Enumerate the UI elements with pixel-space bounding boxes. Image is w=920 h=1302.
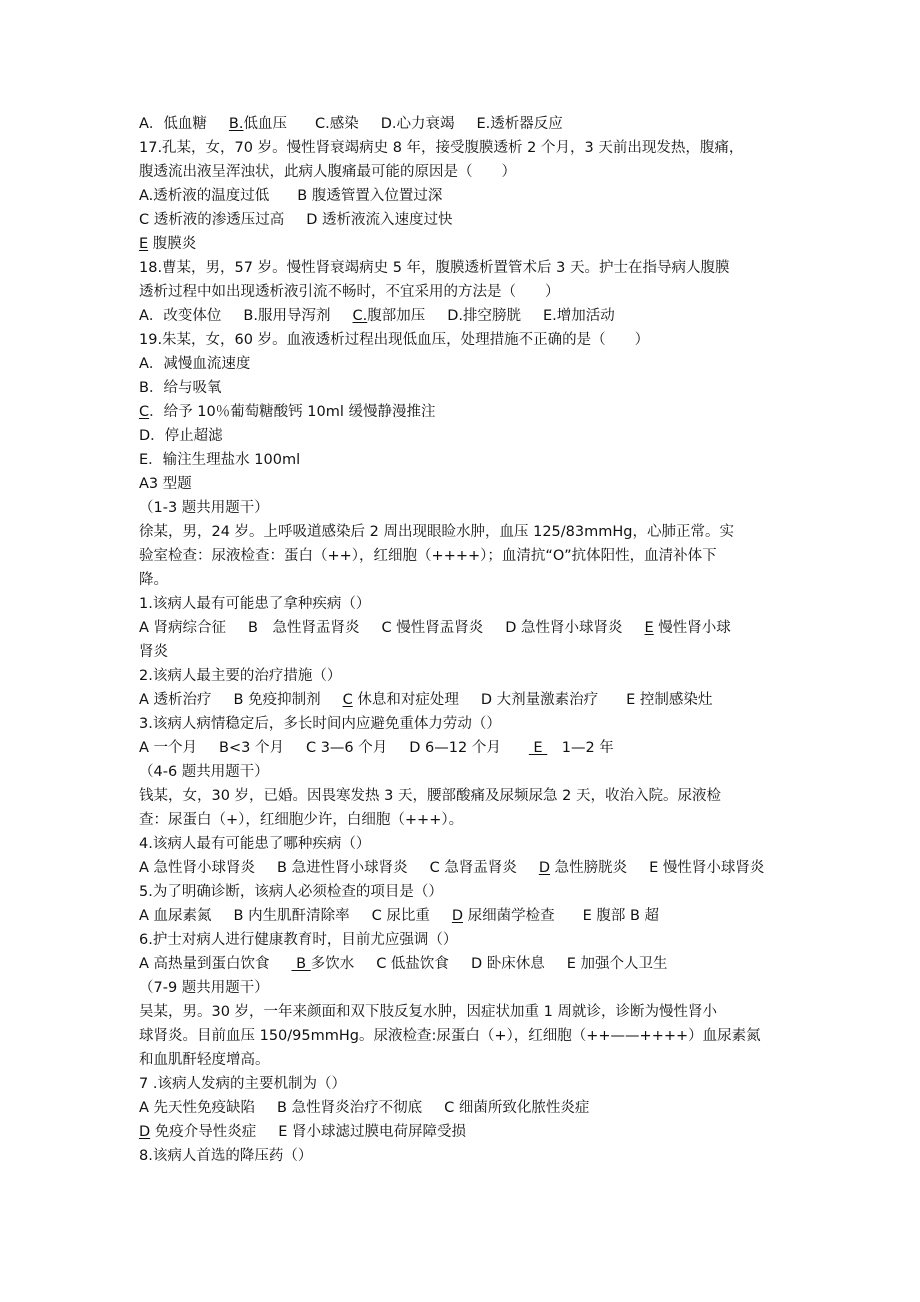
text-run: B 急性肾炎治疗不彻底 [277, 1100, 423, 1116]
text-line [139, 568, 789, 592]
text-run: 腹透流出液呈浑浊状，此病人腹痛最可能的原因是（ ） [139, 164, 516, 180]
text-line [139, 976, 789, 1000]
text-line [139, 208, 789, 232]
underlined-answer-mark: D [139, 1124, 151, 1140]
text-run: 肾炎 [139, 644, 168, 660]
text-run: 8.该病人首选的降压药（） [139, 1148, 313, 1164]
text-line [139, 520, 789, 544]
text-run: 4.该病人最有可能患了哪种疾病（） [139, 836, 371, 852]
text-run: C 尿比重 [371, 908, 430, 924]
text-run: 2.该病人最主要的治疗措施（） [139, 668, 342, 684]
text-run: A 急性肾小球肾炎 [139, 860, 256, 876]
text-run: 休息和对症处理 [352, 692, 459, 708]
text-line [139, 856, 789, 880]
text-line [139, 136, 789, 160]
text-run: 透析过程中如出现透析液引流不畅时，不宜采用的方法是（ ） [139, 284, 560, 300]
text-run: （4-6 题共用题干） [139, 764, 269, 780]
text-run: A 透析治疗 [139, 692, 212, 708]
text-run: E 肾小球滤过膜电荷屏障受损 [278, 1124, 467, 1140]
text-run: E 控制感染灶 [626, 692, 713, 708]
text-line [139, 1096, 789, 1120]
text-run: D.心力衰竭 [380, 116, 455, 132]
text-line [139, 760, 789, 784]
text-line [139, 736, 789, 760]
text-run: B 急进性肾小球肾炎 [277, 860, 408, 876]
text-line [139, 256, 789, 280]
text-run: A 一个月 [139, 740, 198, 756]
text-line [139, 448, 789, 472]
text-line [139, 616, 789, 640]
text-run: B<3 个月 [219, 740, 284, 756]
text-line [139, 688, 789, 712]
text-line [139, 184, 789, 208]
text-run: C 3—6 个月 [305, 740, 388, 756]
text-run: 慢性肾小球 [653, 620, 731, 636]
text-line [139, 952, 789, 976]
text-run: 免疫介导性炎症 [150, 1124, 257, 1140]
text-line [139, 496, 789, 520]
text-run: E 慢性肾小球肾炎 [649, 860, 765, 876]
text-line [139, 280, 789, 304]
text-line [139, 880, 789, 904]
text-run: 3.该病人病情稳定后，多长时间内应避免重体力劳动（） [139, 716, 501, 732]
text-run: E．输注生理盐水 100ml [139, 452, 301, 468]
text-run: 急性膀胱炎 [550, 860, 628, 876]
text-run: B 急性肾盂肾炎 [248, 620, 360, 636]
text-run: D．停止超滤 [139, 428, 223, 444]
underlined-answer-mark: C [139, 404, 150, 420]
text-line [139, 1024, 789, 1048]
text-line [139, 832, 789, 856]
underlined-answer-mark: E [528, 740, 548, 756]
text-run: D 急性肾小球肾炎 [505, 620, 623, 636]
text-run: E.增加活动 [543, 308, 615, 324]
text-line [139, 1072, 789, 1096]
text-run: 腹部加压 [367, 308, 426, 324]
text-run: D.排空膀胱 [447, 308, 521, 324]
text-line [139, 424, 789, 448]
text-run: A3 型题 [139, 476, 192, 492]
text-line [139, 808, 789, 832]
underlined-answer-mark: E [139, 236, 149, 252]
text-run: B 免疫抑制剂 [233, 692, 321, 708]
text-line [139, 544, 789, 568]
underlined-answer-mark: D [451, 908, 463, 924]
text-run: ．给予 10％葡萄糖酸钙 10ml 缓慢静漫推注 [149, 404, 436, 420]
text-run: C 透析液的渗透压过高 [139, 212, 285, 228]
text-line [139, 712, 789, 736]
text-run: B．给与吸氧 [139, 380, 222, 396]
text-run: 降。 [139, 572, 168, 588]
text-run: 钱某，女，30 岁，已婚。因畏寒发热 3 天，腰部酸痛及尿频尿急 2 天，收治入院。尿液检 [139, 788, 721, 804]
text-run: 1—2 年 [547, 740, 614, 756]
text-run: A．减慢血流速度 [139, 356, 251, 372]
text-run: 6.护士对病人进行健康教育时，目前尤应强调（） [139, 932, 458, 948]
text-run: 吴某，男。30 岁，一年来颜面和双下肢反复水肿，因症状加重 1 周就诊，诊断为慢性肾小 [139, 1004, 717, 1020]
underlined-answer-mark: C. [352, 308, 368, 324]
underlined-answer-mark: B. [228, 116, 244, 132]
text-line [139, 904, 789, 928]
text-run: 1.该病人最有可能患了拿种疾病（） [139, 596, 371, 612]
text-run: A 先天性免疫缺陷 [139, 1100, 256, 1116]
text-line [139, 1048, 789, 1072]
text-run: 验室检查：尿液检查：蛋白（++），红细胞（++++）；血清抗“O”抗体阳性，血清补体下 [139, 548, 717, 564]
text-run: 徐某，男，24 岁。上呼吸道感染后 2 周出现眼睑水肿，血压 125/83mmHg，心肺正常。实 [139, 524, 734, 540]
text-run: D 透析液流入速度过快 [306, 212, 453, 228]
underlined-answer-mark: B [291, 956, 311, 972]
text-run: B 内生肌酐清除率 [233, 908, 350, 924]
text-line [139, 592, 789, 616]
text-run: A 血尿素氮 [139, 908, 212, 924]
text-run: 腹膜炎 [148, 236, 197, 252]
text-line [139, 232, 789, 256]
text-run: 5.为了明确诊断，该病人必须检查的项目是（） [139, 884, 443, 900]
text-run: 17.孔某，女，70 岁。慢性肾衰竭病史 8 年，接受腹膜透析 2 个月，3 天前出现发热，腹痛， [139, 140, 744, 156]
text-run: A 肾病综合征 [139, 620, 227, 636]
text-run: （7-9 题共用题干） [139, 980, 269, 996]
text-run: C 急肾盂肾炎 [429, 860, 517, 876]
text-line [139, 1000, 789, 1024]
text-line [139, 328, 789, 352]
text-run: 尿细菌学检查 [463, 908, 555, 924]
text-line [139, 1120, 789, 1144]
text-run: E 腹部 B 超 [582, 908, 660, 924]
underlined-answer-mark: D [538, 860, 550, 876]
text-run: D 6—12 个月 [409, 740, 501, 756]
text-run: B 腹透管置入位置过深 [297, 188, 443, 204]
text-line [139, 112, 789, 136]
text-run: 查：尿蛋白（+），红细胞少许，白细胞（+++）。 [139, 812, 464, 828]
exam-question-text [139, 112, 789, 1168]
text-line [139, 664, 789, 688]
underlined-answer-mark: E [644, 620, 654, 636]
text-run: 低血压 [243, 116, 287, 132]
text-run: C 慢性肾盂肾炎 [381, 620, 484, 636]
text-run: C 细菌所致化脓性炎症 [444, 1100, 590, 1116]
text-line [139, 472, 789, 496]
text-run: A 高热量到蛋白饮食 [139, 956, 270, 972]
text-line [139, 1144, 789, 1168]
text-run: 18.曹某，男，57 岁。慢性肾衰竭病史 5 年，腹膜透析置管术后 3 天。护士在指导病人腹膜 [139, 260, 730, 276]
text-run: A.透析液的温度过低 [139, 188, 270, 204]
text-line [139, 784, 789, 808]
text-run: 和血肌酐轻度增高。 [139, 1052, 270, 1068]
text-run: B.服用导泻剂 [243, 308, 331, 324]
underlined-answer-mark: C [342, 692, 353, 708]
text-run: （1-3 题共用题干） [139, 500, 269, 516]
text-run: 7 .该病人发病的主要机制为（） [139, 1076, 346, 1092]
text-run: C 低盐饮食 [376, 956, 449, 972]
text-run: C.感染 [314, 116, 359, 132]
text-run: D 大剂量激素治疗 [480, 692, 599, 708]
text-run: D 卧床休息 [470, 956, 545, 972]
text-run: A．低血糖 [139, 116, 207, 132]
text-line [139, 304, 789, 328]
text-run: 球肾炎。目前血压 150/95mmHg。尿液检查:尿蛋白（+），红细胞（++——++++）血尿素氮 [139, 1028, 761, 1044]
text-run: E.透析器反应 [476, 116, 563, 132]
text-run: 多饮水 [310, 956, 355, 972]
text-line [139, 640, 789, 664]
text-line [139, 352, 789, 376]
text-run: 19.朱某，女，60 岁。血液透析过程出现低血压，处理措施不正确的是（ ） [139, 332, 650, 348]
text-line [139, 160, 789, 184]
text-run: A．改变体位 [139, 308, 222, 324]
text-line [139, 400, 789, 424]
text-line [139, 376, 789, 400]
text-line [139, 928, 789, 952]
text-run: E 加强个人卫生 [566, 956, 668, 972]
